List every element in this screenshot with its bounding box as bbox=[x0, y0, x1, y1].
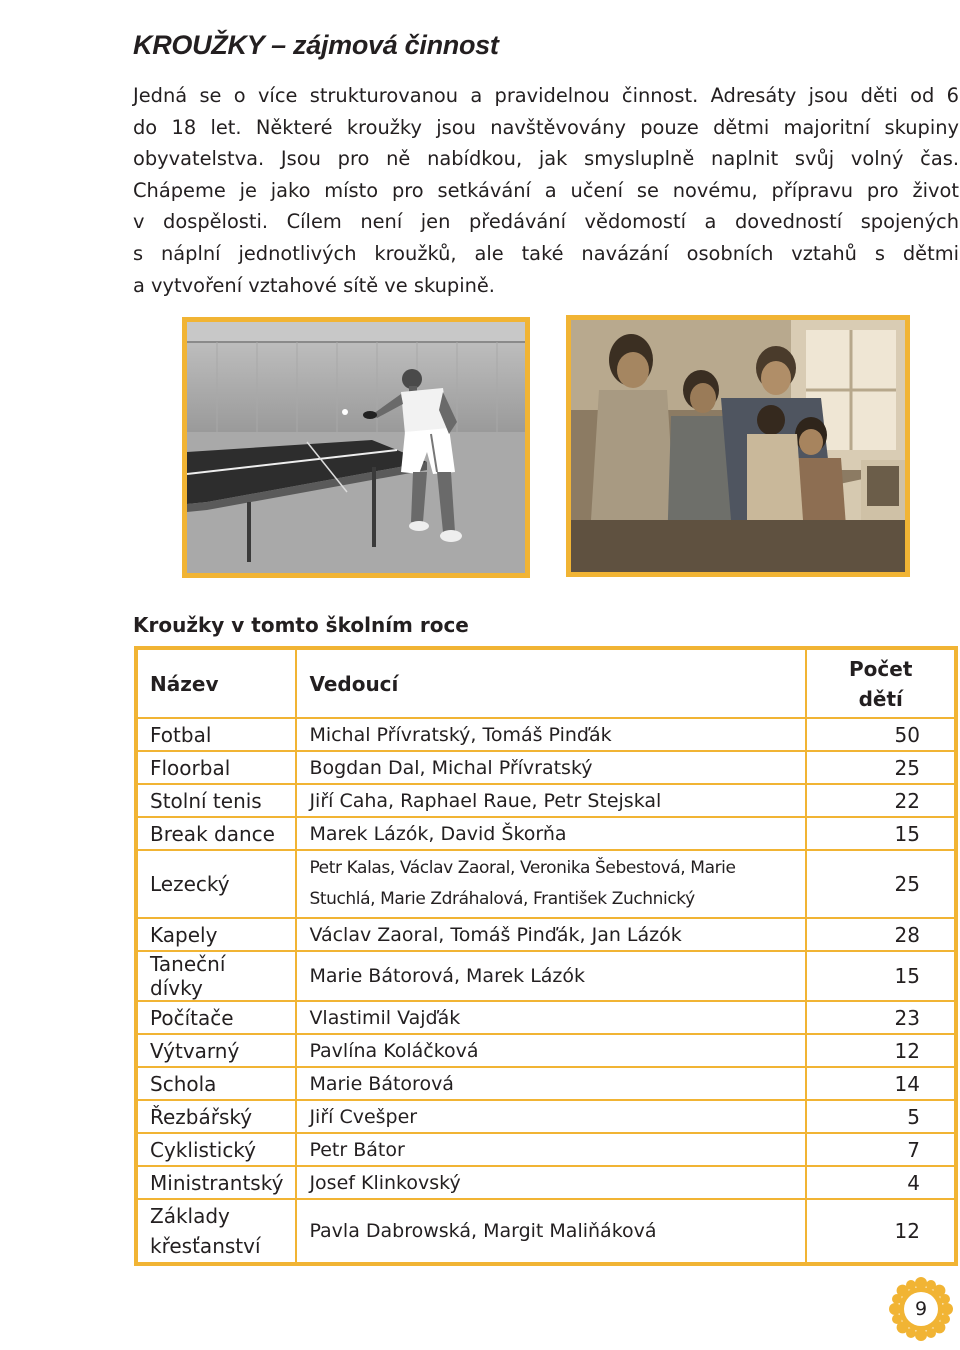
table-header-row bbox=[136, 648, 956, 718]
table-row bbox=[136, 951, 956, 1001]
club-leader: Marie Bátorová bbox=[296, 1067, 806, 1100]
club-count: 12 bbox=[806, 1034, 956, 1067]
club-name: Výtvarný bbox=[136, 1034, 296, 1067]
club-count: 12 bbox=[806, 1199, 956, 1264]
header-leader: Vedoucí bbox=[296, 648, 806, 718]
club-name-line2: křesťanství bbox=[150, 1234, 261, 1258]
club-name: Stolní tenis bbox=[136, 784, 296, 817]
club-leader: Pavla Dabrowská, Margit Maliňáková bbox=[296, 1199, 806, 1264]
club-name: Řezbářský bbox=[136, 1100, 296, 1133]
club-count: 25 bbox=[806, 850, 956, 918]
table-row bbox=[136, 1166, 956, 1199]
table-row bbox=[136, 817, 956, 850]
table-row bbox=[136, 918, 956, 951]
intro-paragraph bbox=[133, 80, 959, 301]
table-title: Kroužky v tomto školním roce bbox=[133, 613, 469, 637]
club-name: Cyklistický bbox=[136, 1133, 296, 1166]
paragraph-line: do 18 let. Některé kroužky jsou navštěvovány pouze dětmi majoritní skupiny bbox=[133, 115, 959, 139]
table-row bbox=[136, 1100, 956, 1133]
photo-computers bbox=[566, 315, 910, 577]
table-row bbox=[136, 784, 956, 817]
paragraph-line: a vytvoření vztahové sítě ve skupině. bbox=[133, 273, 495, 297]
paragraph-line: v dospělosti. Cílem není jen předávání vědomostí a dovedností spojených bbox=[133, 210, 959, 234]
paragraph-line: s náplní jednotlivých kroužků, ale také navázání osobních vztahů s dětmi bbox=[133, 241, 959, 265]
club-leader-line1: Petr Kalas, Václav Zaoral, Veronika Šebestová, Marie bbox=[309, 858, 736, 878]
page-number-badge bbox=[888, 1276, 954, 1342]
club-count: 25 bbox=[806, 751, 956, 784]
table-row bbox=[136, 1133, 956, 1166]
club-leader: Pavlína Koláčková bbox=[296, 1034, 806, 1067]
header-count-line2: dětí bbox=[858, 686, 903, 711]
club-name: Break dance bbox=[136, 817, 296, 850]
club-leader: Marie Bátorová, Marek Lázók bbox=[296, 951, 806, 1001]
club-count: 23 bbox=[806, 1001, 956, 1034]
table-row bbox=[136, 1034, 956, 1067]
clubs-table bbox=[134, 646, 958, 1266]
club-leader: Josef Klinkovský bbox=[296, 1166, 806, 1199]
table-tennis-illustration bbox=[187, 322, 525, 573]
club-leader: Václav Zaoral, Tomáš Pinďák, Jan Lázók bbox=[296, 918, 806, 951]
header-count bbox=[806, 648, 956, 718]
club-name: Floorbal bbox=[136, 751, 296, 784]
table-row bbox=[136, 1199, 956, 1264]
computer-class-illustration bbox=[571, 320, 905, 572]
paragraph-line: Chápeme je jako místo pro setkávání a učení se novému, přípravu pro život bbox=[133, 178, 959, 202]
club-count: 14 bbox=[806, 1067, 956, 1100]
paragraph-line: obyvatelstva. Jsou pro ně nabídkou, jak smysluplně naplnit svůj volný čas. bbox=[133, 147, 959, 171]
table-row bbox=[136, 1001, 956, 1034]
club-leader: Bogdan Dal, Michal Přívratský bbox=[296, 751, 806, 784]
club-leader bbox=[296, 850, 806, 918]
club-name: Počítače bbox=[136, 1001, 296, 1034]
club-name: Lezecký bbox=[136, 850, 296, 918]
club-leader: Michal Přívratský, Tomáš Pinďák bbox=[296, 718, 806, 751]
club-count: 22 bbox=[806, 784, 956, 817]
club-leader: Marek Lázók, David Škorňa bbox=[296, 817, 806, 850]
paragraph-line: Jedná se o více strukturovanou a pravidelnou činnost. Adresáty jsou děti od 6 bbox=[133, 84, 959, 107]
club-name: Schola bbox=[136, 1067, 296, 1100]
club-name: Kapely bbox=[136, 918, 296, 951]
club-leader: Jiří Cvešper bbox=[296, 1100, 806, 1133]
club-leader: Petr Bátor bbox=[296, 1133, 806, 1166]
club-name-line1: Základy bbox=[150, 1204, 230, 1228]
club-name: Taneční dívky bbox=[136, 951, 296, 1001]
club-count: 15 bbox=[806, 951, 956, 1001]
table-row bbox=[136, 751, 956, 784]
club-name: Ministrantský bbox=[136, 1166, 296, 1199]
page-heading: KROUŽKY – zájmová činnost bbox=[133, 30, 499, 60]
club-count: 15 bbox=[806, 817, 956, 850]
club-leader: Jiří Caha, Raphael Raue, Petr Stejskal bbox=[296, 784, 806, 817]
page-number: 9 bbox=[914, 1298, 928, 1320]
club-count: 28 bbox=[806, 918, 956, 951]
club-name: Fotbal bbox=[136, 718, 296, 751]
header-name: Název bbox=[136, 648, 296, 718]
header-count-line1: Počet bbox=[849, 656, 913, 681]
club-count: 50 bbox=[806, 718, 956, 751]
photo-table-tennis bbox=[182, 317, 530, 578]
table-row bbox=[136, 1067, 956, 1100]
table-row bbox=[136, 718, 956, 751]
club-count: 7 bbox=[806, 1133, 956, 1166]
club-count: 5 bbox=[806, 1100, 956, 1133]
table-row bbox=[136, 850, 956, 918]
club-count: 4 bbox=[806, 1166, 956, 1199]
club-leader: Vlastimil Vajďák bbox=[296, 1001, 806, 1034]
club-name bbox=[136, 1199, 296, 1264]
club-leader-line2: Stuchlá, Marie Zdráhalová, František Zuchnický bbox=[309, 889, 695, 909]
